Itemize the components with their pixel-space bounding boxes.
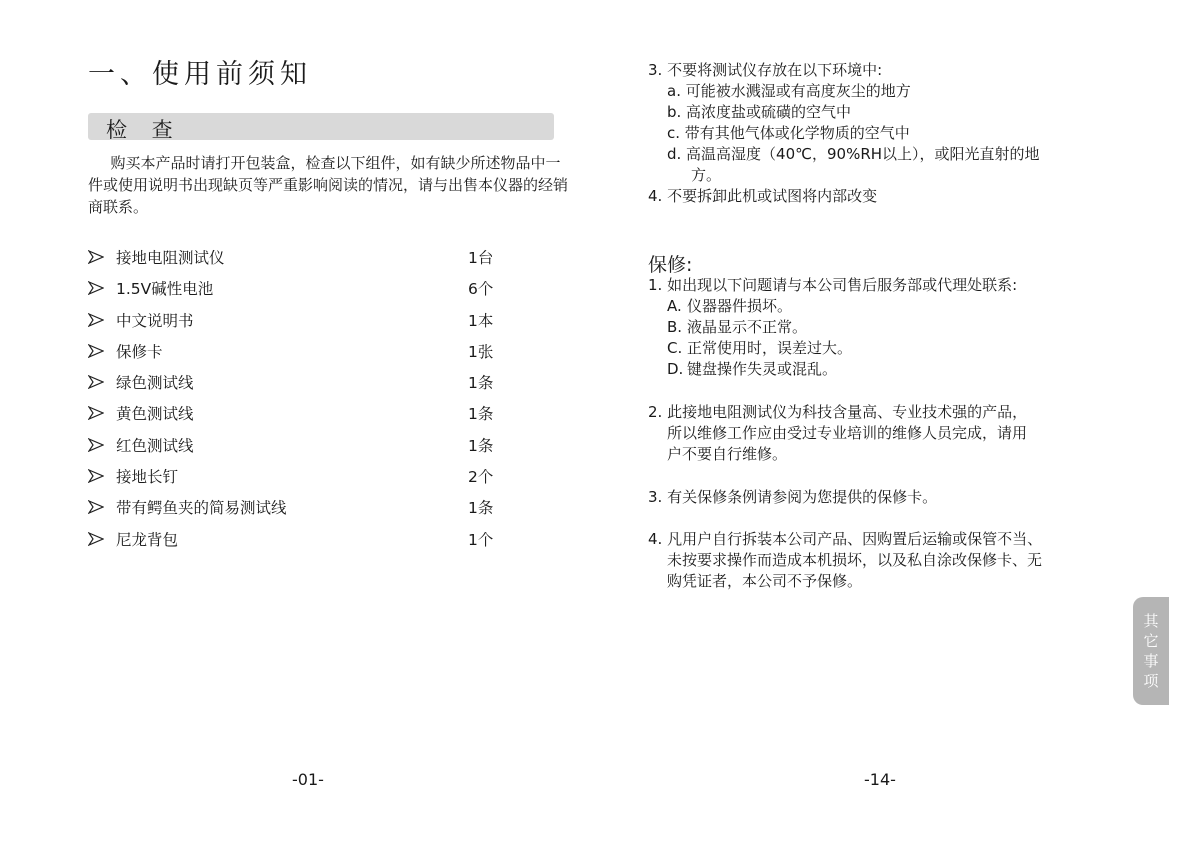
component-list xyxy=(88,246,508,559)
list-item xyxy=(88,496,508,527)
page-number: -14- xyxy=(864,770,896,789)
arrow-bullet-icon xyxy=(88,281,104,295)
warranty-2-line: 户不要自行维修。 xyxy=(667,445,788,463)
arrow-bullet-icon xyxy=(88,375,104,389)
warranty-sub-item xyxy=(648,317,1128,338)
warranty-4-line: 未按要求操作而造成本机损坏，以及私自涂改保修卡、无 xyxy=(667,551,1043,569)
storage-item: c. 带有其他气体或化学物质的空气中 xyxy=(667,124,910,142)
arrow-bullet-icon xyxy=(88,406,104,420)
item-name: 黄色测试线 xyxy=(116,405,194,424)
list-item xyxy=(88,340,508,371)
sub-item-label: C. xyxy=(667,339,683,357)
storage-title: 3. 不要将测试仪存放在以下环境中: xyxy=(648,61,883,79)
item-name: 接地长钉 xyxy=(116,468,179,487)
item-qty: 1条 xyxy=(468,436,494,455)
item-name: 带有鳄鱼夹的简易测试线 xyxy=(116,499,287,518)
sub-item-label: D. xyxy=(667,360,684,378)
warranty-3-text: 3. 有关保修条例请参阅为您提供的保修卡。 xyxy=(648,488,938,506)
arrow-bullet-icon xyxy=(88,500,104,514)
item-qty: 1本 xyxy=(468,311,494,330)
item-name: 红色测试线 xyxy=(116,436,194,455)
item-name: 绿色测试线 xyxy=(116,374,194,393)
chapter-side-tab xyxy=(1133,597,1169,705)
list-item xyxy=(88,277,508,308)
list-item xyxy=(88,528,508,559)
item-qty: 6个 xyxy=(468,280,494,299)
sub-item-text: 键盘操作失灵或混乱。 xyxy=(687,360,838,378)
side-tab-label: 其它事项 xyxy=(1143,612,1159,690)
item-name: 中文说明书 xyxy=(116,311,194,330)
storage-item: a. 可能被水溅湿或有高度灰尘的地方 xyxy=(667,82,911,100)
warranty-2-line: 2. 此接地电阻测试仪为科技含量高、专业技术强的产品， xyxy=(648,403,1028,421)
item-name: 接地电阻测试仪 xyxy=(116,249,225,267)
sub-item-text: 正常使用时，误差过大。 xyxy=(687,339,853,357)
warranty-4-line: 4. 凡用户自行拆装本公司产品、因购置后运输或保管不当、 xyxy=(648,530,1043,548)
section-title: 检 查 xyxy=(106,118,182,142)
list-item xyxy=(88,371,508,402)
warranty-item-4 xyxy=(648,529,1128,592)
sub-item-label: B. xyxy=(667,318,683,336)
right-page xyxy=(600,0,1199,845)
arrow-bullet-icon xyxy=(88,313,104,327)
arrow-bullet-icon xyxy=(88,469,104,483)
storage-item-continued: 方。 xyxy=(691,166,722,184)
warranty-sub-item xyxy=(648,359,1128,380)
warranty-title: 保修: xyxy=(648,254,693,276)
warranty-4-line: 购凭证者，本公司不予保修。 xyxy=(667,572,863,590)
item-qty: 1条 xyxy=(468,405,494,424)
arrow-bullet-icon xyxy=(88,344,104,358)
arrow-bullet-icon xyxy=(88,532,104,546)
item-qty: 1张 xyxy=(468,342,494,361)
intro-paragraph: 购买本产品时请打开包装盒，检查以下组件，如有缺少所述物品中一件或使用说明书出现缺页等严重影响阅读的情况，请与出售本仪器的经销商联系。 xyxy=(88,154,569,216)
section-header-bar xyxy=(88,113,554,140)
arrow-bullet-icon xyxy=(88,250,104,264)
warranty-item-3 xyxy=(648,487,1128,508)
storage-item: d. 高温高湿度（40℃，90%RH以上），或阳光直射的地 xyxy=(667,145,1040,163)
item-qty: 1台 xyxy=(468,249,494,267)
warranty-sub-item xyxy=(648,296,1128,317)
warning-4: 4. 不要拆卸此机或试图将内部改变 xyxy=(648,187,878,205)
page-number: -01- xyxy=(292,770,324,789)
storage-item: b. 高浓度盐或硫磺的空气中 xyxy=(667,103,852,121)
item-qty: 2个 xyxy=(468,468,494,487)
warranty-item-2 xyxy=(648,402,1128,465)
list-item xyxy=(88,465,508,496)
item-name: 保修卡 xyxy=(116,342,163,361)
sub-item-text: 液晶显示不正常。 xyxy=(687,318,808,336)
item-name: 1.5V碱性电池 xyxy=(116,280,214,299)
list-item xyxy=(88,402,508,433)
arrow-bullet-icon xyxy=(88,438,104,452)
item-name: 尼龙背包 xyxy=(116,530,179,549)
sub-item-label: A. xyxy=(667,297,682,315)
warranty-1-text: 1. 如出现以下问题请与本公司售后服务部或代理处联系: xyxy=(648,276,1018,294)
sub-item-text: 仪器器件损坏。 xyxy=(687,297,793,315)
item-qty: 1个 xyxy=(468,530,494,549)
item-qty: 1条 xyxy=(468,499,494,518)
list-item xyxy=(88,434,508,465)
item-qty: 1条 xyxy=(468,374,494,393)
list-item xyxy=(88,309,508,340)
warranty-item-1 xyxy=(648,275,1128,380)
warranty-2-line: 所以维修工作应由受过专业培训的维修人员完成，请用 xyxy=(667,424,1028,442)
warranty-sub-item xyxy=(648,338,1128,359)
main-title: 一、使用前须知 xyxy=(88,59,312,90)
storage-warnings xyxy=(648,60,1128,207)
list-item xyxy=(88,246,508,277)
